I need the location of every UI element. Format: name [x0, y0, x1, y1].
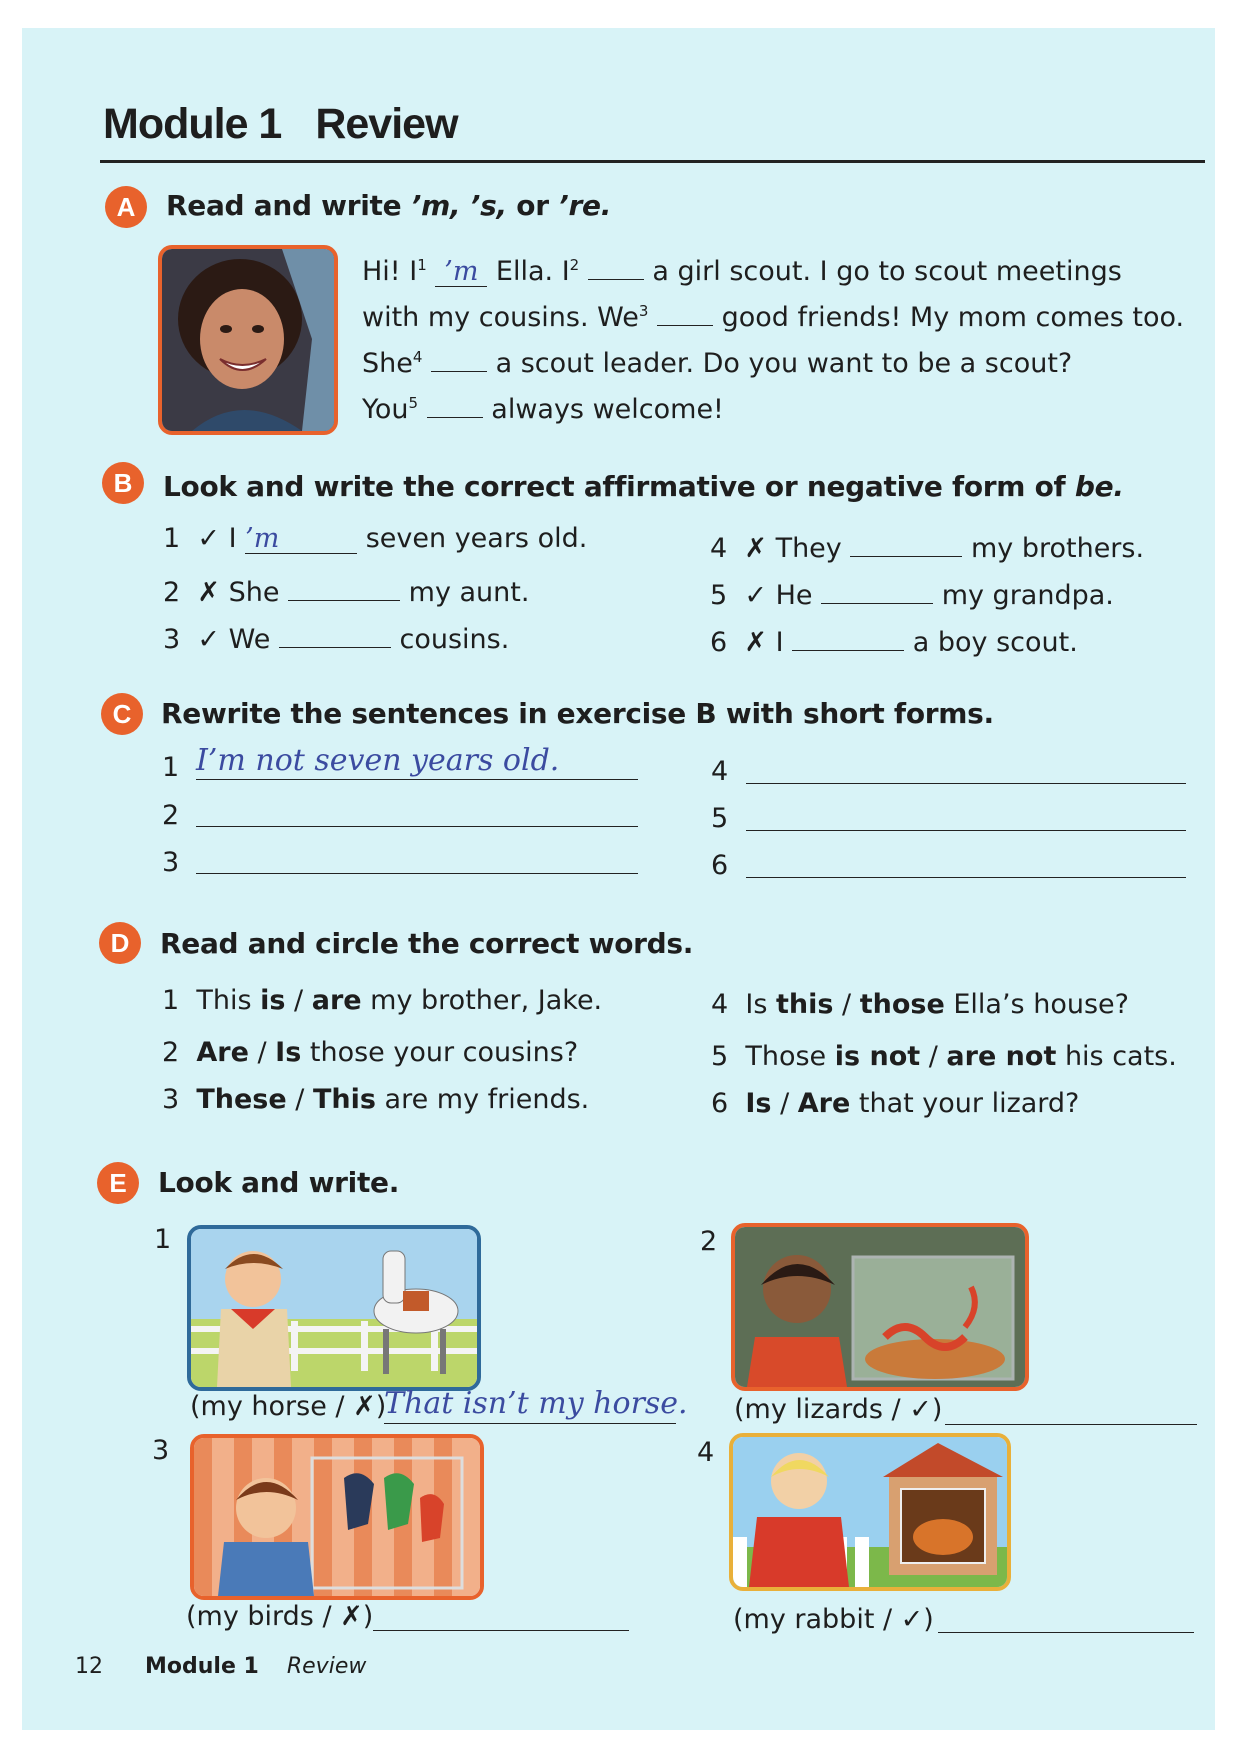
d-item-6: 6 Is / Are that your lizard? — [711, 1088, 1080, 1119]
boy-and-horse-icon — [191, 1229, 477, 1387]
c-num-2: 2 — [162, 800, 180, 831]
c-answer-4[interactable] — [746, 749, 1186, 781]
d2-option-2[interactable]: Is — [275, 1037, 302, 1068]
d3-option-1[interactable]: These — [196, 1084, 287, 1115]
title-module: Module 1 — [103, 100, 282, 148]
e3-answer[interactable] — [373, 1598, 629, 1630]
girl-and-rabbit-icon — [733, 1437, 1007, 1587]
section-a-badge: A — [105, 186, 147, 228]
c-answer-3[interactable] — [196, 840, 638, 872]
section-a-heading: Read and write ’m, ’s, or ’re. — [166, 189, 612, 222]
girl-scout-photo — [158, 245, 338, 435]
e2-answer[interactable] — [945, 1392, 1197, 1424]
c-num-3: 3 — [162, 847, 180, 878]
passage-line-4: You$^5$ always welcome! — [362, 387, 724, 425]
e1-line — [384, 1423, 676, 1424]
blank-3[interactable] — [657, 295, 713, 326]
e1-picture — [187, 1225, 481, 1391]
boy-and-birds-icon — [194, 1438, 480, 1596]
e-num-1: 1 — [154, 1224, 172, 1255]
blank-1[interactable]: ’m — [435, 256, 487, 287]
footer-section: Review — [286, 1654, 367, 1679]
passage-line-3: She$^4$ a scout leader. Do you want to be a scout? — [362, 341, 1072, 379]
c-line-1 — [196, 779, 638, 780]
c-num-4: 4 — [711, 756, 729, 787]
e4-line — [938, 1632, 1194, 1633]
e2-picture — [731, 1223, 1029, 1391]
blank-5[interactable] — [427, 387, 483, 418]
e3-line — [373, 1630, 629, 1631]
page-title — [103, 100, 458, 149]
girl-portrait-icon — [162, 249, 334, 431]
d1-option-2[interactable]: are — [311, 985, 362, 1016]
d5-option-1[interactable]: is not — [834, 1041, 921, 1072]
e-num-3: 3 — [152, 1435, 170, 1466]
c-line-2 — [196, 826, 638, 827]
e4-prompt: (my rabbit / ✓) — [733, 1604, 934, 1635]
d1-option-1[interactable]: is — [260, 985, 286, 1016]
e4-answer[interactable] — [938, 1600, 1194, 1632]
page-number: 12 — [75, 1654, 103, 1679]
section-c-badge: C — [101, 693, 143, 735]
d6-option-2[interactable]: Are — [797, 1088, 851, 1119]
c-line-6 — [746, 877, 1186, 878]
b-blank-1[interactable]: ’m — [245, 523, 357, 554]
e1-answer[interactable]: That isn’t my horse. — [384, 1386, 688, 1421]
title-rule — [100, 160, 1205, 163]
e-num-2: 2 — [700, 1226, 718, 1257]
e2-line — [945, 1424, 1197, 1425]
e2-prompt: (my lizards / ✓) — [734, 1394, 943, 1425]
b-blank-4[interactable] — [850, 526, 962, 557]
c-line-3 — [196, 873, 638, 874]
section-b-heading: Look and write the correct affirmative or negative form of be. — [163, 470, 1124, 503]
e3-picture — [190, 1434, 484, 1600]
c-answer-5[interactable] — [746, 796, 1186, 828]
d-item-2: 2 Are / Is those your cousins? — [162, 1037, 579, 1068]
c-answer-6[interactable] — [746, 843, 1186, 875]
passage-line-2: with my cousins. We$^3$ good friends! My mom comes too. — [362, 295, 1184, 333]
b-item-2: 2 ✗ She my aunt. — [163, 570, 529, 608]
d4-option-2[interactable]: those — [859, 989, 945, 1020]
b-item-5: 5 ✓ He my grandpa. — [710, 573, 1114, 611]
footer — [75, 1654, 366, 1679]
c-line-5 — [746, 830, 1186, 831]
section-d-heading: Read and circle the correct words. — [160, 927, 694, 960]
b-item-6: 6 ✗ I a boy scout. — [710, 620, 1078, 658]
d2-option-1[interactable]: Are — [196, 1037, 249, 1068]
b-blank-6[interactable] — [792, 620, 904, 651]
d-item-1: 1 This is / are my brother, Jake. — [162, 985, 603, 1016]
d5-option-2[interactable]: are not — [946, 1041, 1057, 1072]
e1-prompt: (my horse / ✗) — [190, 1391, 387, 1422]
section-e-heading: Look and write. — [158, 1166, 400, 1199]
b-item-1: 1 ✓ I ’m seven years old. — [163, 523, 588, 554]
d3-option-2[interactable]: This — [312, 1084, 376, 1115]
section-e-badge: E — [97, 1162, 139, 1204]
e3-prompt: (my birds / ✗) — [186, 1601, 374, 1632]
c-num-5: 5 — [711, 803, 729, 834]
title-review: Review — [315, 100, 458, 148]
section-b-badge: B — [102, 462, 144, 504]
c-answer-1[interactable]: I’m not seven years old. — [196, 743, 560, 778]
footer-module: Module 1 — [145, 1654, 259, 1679]
e-num-4: 4 — [697, 1437, 715, 1468]
c-num-1: 1 — [162, 752, 180, 783]
passage-line-1: Hi! $I^1$ ’m Ella. $I^2$ a girl scout. I go to scout meetings — [362, 249, 1122, 287]
b-item-3: 3 ✓ We cousins. — [163, 617, 509, 655]
blank-2[interactable] — [588, 249, 644, 280]
section-c-heading: Rewrite the sentences in exercise B with short forms. — [161, 697, 994, 730]
b-blank-3[interactable] — [279, 617, 391, 648]
b-blank-2[interactable] — [288, 570, 400, 601]
b-blank-5[interactable] — [821, 573, 933, 604]
d-item-5: 5 Those is not / are not his cats. — [711, 1041, 1177, 1072]
b-item-4: 4 ✗ They my brothers. — [710, 526, 1144, 564]
d4-option-1[interactable]: this — [775, 989, 834, 1020]
c-num-6: 6 — [711, 850, 729, 881]
c-answer-2[interactable] — [196, 793, 638, 825]
d-item-4: 4 Is this / those Ella’s house? — [711, 989, 1129, 1020]
section-d-badge: D — [99, 922, 141, 964]
d-item-3: 3 These / This are my friends. — [162, 1084, 590, 1115]
blank-4[interactable] — [431, 341, 487, 372]
d6-option-1[interactable]: Is — [745, 1088, 772, 1119]
c-line-4 — [746, 783, 1186, 784]
girl-and-lizards-icon — [735, 1227, 1025, 1387]
e4-picture — [729, 1433, 1011, 1591]
